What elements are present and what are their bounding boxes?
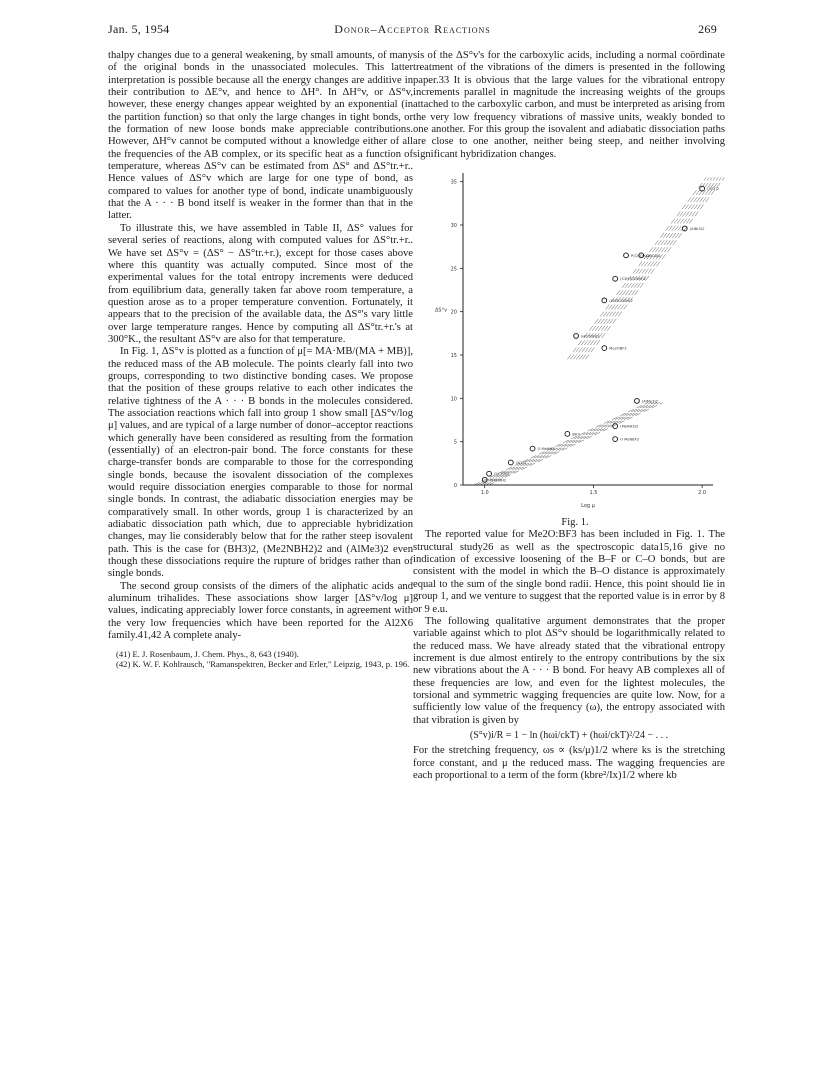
y-tick-label: 25 bbox=[450, 266, 457, 273]
paragraph: The reported value for Me2O:BF3 has been included in Fig. 1. The structural study26 as well as the spectroscopic data15,16 give no indication of excessive loosening of the B–F or C–O bonds, but are consistent with the model in which the B–O distance is approximately equal to the sum of the single bond radii. Hence, this point should lie in group 1, and we venture to suggest that the reported value is in error by 8 or 9 e.u. bbox=[413, 529, 725, 615]
data-point-label: O(CH3)2 bbox=[494, 472, 510, 477]
data-point bbox=[487, 471, 492, 476]
paragraph: The following qualitative argument demonstrates that the proper variable against which to plot ΔS°v should be logarithmically related to the reduced mass. We have already stated that the vibrational entropy increment is due almost entirely to the entropy contributions by the six new vibrations about the A · · · B bond. For heavy AB complexes all of these frequencies are low, and even for the lightest molecules, the torsional and symmetric wagging frequencies are quite low. Now, for a sufficiently low value of the frequency (ω), the entropy associated with that vibration is given by bbox=[413, 615, 725, 726]
data-point bbox=[682, 226, 687, 231]
right-column bbox=[413, 50, 725, 782]
data-point-label: (AlI3)2 bbox=[707, 187, 720, 192]
data-point-label: (CH3COOH)2 bbox=[609, 298, 633, 303]
figure-1 bbox=[413, 167, 725, 515]
footnotes bbox=[108, 649, 413, 669]
y-tick-label: 30 bbox=[450, 223, 457, 230]
group1-band-line bbox=[489, 403, 663, 485]
x-tick-label: 2.0 bbox=[698, 490, 707, 497]
group2-band-line bbox=[570, 177, 709, 359]
left-column bbox=[108, 50, 413, 669]
data-point-label: (AlBr3)2 bbox=[689, 227, 705, 232]
group2-band-line bbox=[576, 177, 715, 359]
data-point-label: O MeNBF3 bbox=[620, 437, 639, 442]
running-head bbox=[108, 22, 717, 38]
header-page-number: 269 bbox=[698, 22, 717, 36]
data-point bbox=[602, 298, 607, 303]
data-point bbox=[530, 446, 535, 451]
x-tick-label: 1.5 bbox=[589, 490, 598, 497]
data-point-label: OCH3 bbox=[515, 461, 527, 466]
group2-band-line bbox=[582, 177, 721, 359]
y-tick-label: 20 bbox=[450, 309, 457, 316]
data-point bbox=[624, 253, 629, 258]
paragraph: To illustrate this, we have assembled in Table II, ΔS° values for several series of reactions, along with computed values for ΔS°tr.+r.. We have set ΔS°v = (ΔS° − ΔS°tr.+r.), except for those cases above where this quantity was actually computed. Since most of the experimental values for the total entropy increments were deduced from equilibrium data, generally taken far above room temperature, a question arose as to a proper temperature convention. Fortunately, it appears that to the precision of the available data, the ΔS°'s vary little over large temperature ranges. Hence by computing all ΔS°tr.+r.'s at 300°K., the resultant ΔS°v are also for that temperature. bbox=[108, 222, 413, 345]
data-point bbox=[635, 399, 640, 404]
y-tick-label: 15 bbox=[450, 353, 457, 360]
paragraph: For the stretching frequency, ωs ∝ (ks/μ)1/2 where ks is the stretching force constant, and μ the reduced mass. The wagging frequencies are each proportional to a term of the form (kbre²/Ix)1/2 where kb bbox=[413, 745, 725, 781]
group2-band-line bbox=[573, 177, 712, 359]
data-point-label: BH3 bbox=[572, 432, 580, 437]
header-date: Jan. 5, 1954 bbox=[108, 22, 170, 36]
data-point bbox=[613, 437, 618, 442]
paragraph: The second group consists of the dimers of the aliphatic acids and aluminum trihalides. These associations show larger [ΔS°v/log μ] values, indicating appreciably lower force constants, in agreement with the very low frequencies which have been reported for the Al2X6 family.41,42 A complete analy- bbox=[108, 580, 413, 642]
y-axis-label: ΔS°v bbox=[434, 307, 448, 314]
x-axis-label: Log μ bbox=[581, 503, 595, 510]
data-point bbox=[565, 432, 570, 437]
y-tick-label: 5 bbox=[453, 439, 457, 446]
footnote: (41) E. J. Rosenbaum, J. Chem. Phys., 8, 643 (1940). bbox=[116, 648, 299, 659]
data-point-label: (C3H7COOH)2 bbox=[620, 277, 646, 282]
data-point-label: Me2OBF3 bbox=[609, 346, 627, 351]
data-point-label: CH3 NH2 bbox=[489, 478, 507, 483]
group2-band-line bbox=[585, 177, 724, 359]
equation: (S°v)i/R = 1 − ln (hωi/ckT) + (hωi/ckT)²/24 − . . . bbox=[469, 729, 669, 741]
paragraph: sis of the ΔS°v's for the carboxylic acids, including a normal coördinate treatment of the vibrations of the dimers is presented in the following paper.33 It is obvious that the large values for the vibrational entropy increments parallel in magnitude the increasing weights of the groups attached to the carboxylic carbon, and must be interpreted as arising from the very low frequency vibrations of massive units, weakly bonded to one another. For this group the isovalent and adiabatic dissociation paths are close to one another, neither being steep, and neither involving significant hybridization changes. bbox=[413, 50, 725, 160]
data-point-label: (AlCl3)2 bbox=[646, 253, 661, 258]
scatter-chart bbox=[413, 167, 725, 515]
data-point bbox=[613, 276, 618, 281]
group2-band-line bbox=[579, 177, 718, 359]
y-tick-label: 35 bbox=[450, 179, 457, 186]
data-point-label: O MeNH3 bbox=[537, 447, 555, 452]
header-title: Donor–Acceptor Reactions bbox=[334, 22, 491, 36]
group1-band-line bbox=[486, 403, 660, 485]
footnote: (42) K. W. F. Kohlrausch, "Ramanspektren, Becker and Erler," Leipzig, 1943, p. 196. bbox=[116, 658, 410, 669]
data-point-label: P(COOH)2 bbox=[631, 253, 650, 258]
paragraph: thalpy changes due to a general weakening, by small amounts, of many of the original bonds in the unassociated molecules. This latter interpretation is possible because all the energy changes are additive in their contribution to ΔE°v, and hence to ΔH°. In ΔH°v, or ΔS°v, however, these energy changes appear weighted by an exponential (in the partition function) so that only the large changes in tight bonds, or the formation of new loose bonds make appreciable contributions. However, ΔH°v cannot be computed without a knowledge either of all the frequencies of the AB complex, or its specific heat as a function of temperature, whereas ΔS°v can be estimated from ΔS° and ΔS°tr.+r.. Hence values of ΔS°v which are large for one type of bond, as compared to values for another type of bond, indicate unambiguously that the A · · · B bond itself is weaker in the former than that in the latter. bbox=[108, 50, 413, 222]
y-tick-label: 0 bbox=[453, 483, 457, 490]
data-point-label: (AlMe3)2 bbox=[641, 399, 659, 404]
figure-caption: Fig. 1. bbox=[561, 517, 589, 529]
group2-band-line bbox=[567, 177, 706, 359]
data-point bbox=[602, 346, 607, 351]
x-tick-label: 1.0 bbox=[480, 490, 489, 497]
data-point bbox=[574, 334, 579, 339]
data-point-label: (MeNH3)2 bbox=[620, 424, 639, 429]
data-point-label: (HCOOH)2 bbox=[581, 334, 600, 339]
paragraph: In Fig. 1, ΔS°v is plotted as a function of μ[= MA·MB/(MA + MB)], the reduced mass of the AB molecule. The points clearly fall into two groups, corresponding to two distinctive bonding cases. We propose that the position of these groups relative to each other indicates the relative tightness of the A · · · B bonds in the molecules considered. The association reactions which fall into group 1 show small [ΔS°v/log μ] values, and are typical of a large number of donor–acceptor reactions which generally have been considered as resulting from the formation (essentially) of an electron-pair bond. The force constants for these charge-transfer bonds are comparable to those for the corresponding single bonds, because the isovalent dissociation of the complexes would require dissociation energies comparable to those for normal single bonds. In contrast, the adiabatic dissociation energies may be comparatively small. In other words, group 1 is characterized by an adiabatic dissociation path which, due to appreciable hybridization changes, may lie considerably below that for the rather steep isovalent path. This is the case for (BH3)2, (Me2NBH2)2 and (AlMe3)2 even though these dissociations require the rupture of bridges rather than of single bonds. bbox=[108, 346, 413, 580]
y-tick-label: 10 bbox=[450, 396, 457, 403]
data-point bbox=[508, 460, 513, 465]
